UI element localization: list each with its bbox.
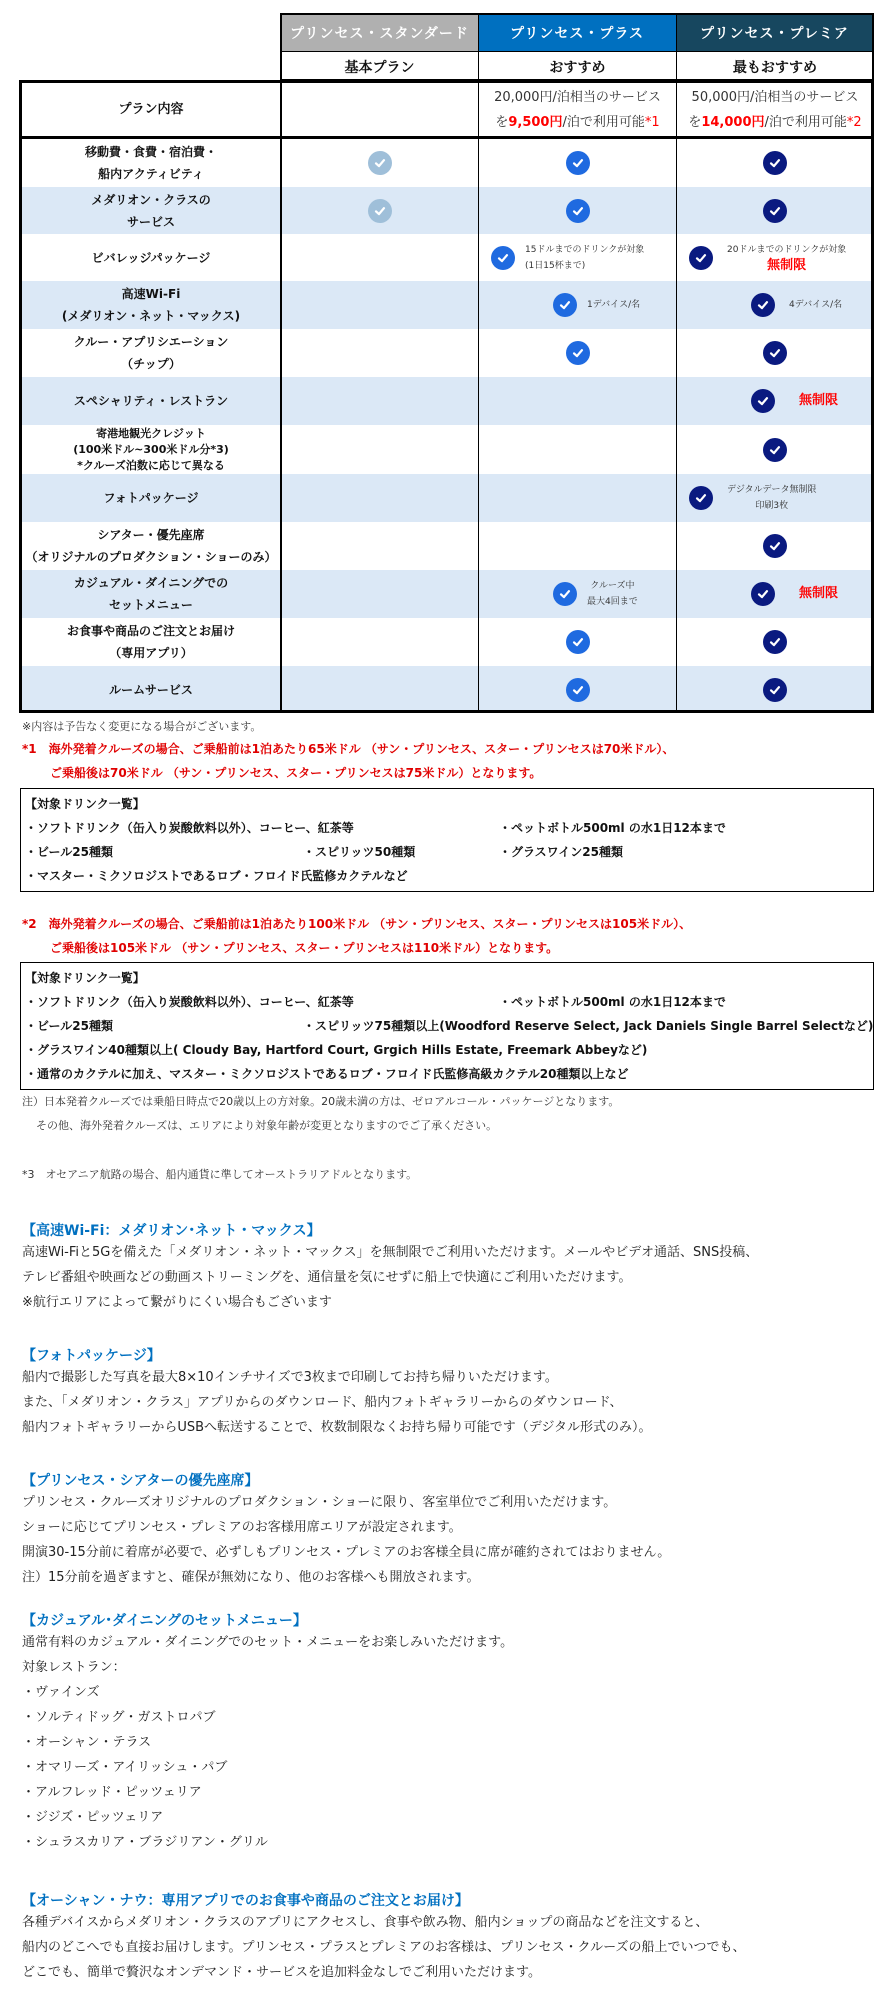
plus-cell: [479, 139, 676, 187]
premier-cell: [677, 139, 873, 187]
age-note-line-2: その他、海外発着クルーズは、エリアにより対象年齢が変更となりますのでご了承ください。: [36, 1119, 498, 1132]
note-1-line-1: *1 海外発着クルーズの場合、ご乗船前は1泊あたり65米ドル （サン・プリンセス、スター・プリンセスは70米ドル）、: [22, 742, 675, 756]
premier-cell: [677, 570, 873, 618]
check-circle-icon: [763, 678, 787, 702]
section-text: ショーに応じてプリンセス・プレミアのお客様用席エリアが設定されます。: [22, 1520, 462, 1535]
row-label: シアター・優先座席 （オリジナルのプロダクション・ショーのみ）: [25, 528, 277, 564]
plus-cell: [479, 618, 676, 666]
header-frame: [280, 13, 874, 81]
section-text: 高速Wi-Fiと5Gを備えた「メダリオン・ネット・マックス」を無制限でご利用いただけます。メールやビデオ通話、SNS投稿、: [22, 1245, 759, 1260]
standard-cell: [282, 187, 478, 234]
row-label: お食事や商品のご注文とお届け （専用アプリ）: [66, 624, 235, 660]
note-1-line-2: ご乗船後は70米ドル （サン・プリンセス、スター・プリンセスは75米ドル）となります。: [50, 766, 542, 780]
row-label: メダリオン・クラスの サービス: [91, 192, 211, 229]
section-text: 船内フォトギャラリーからUSBへ転送することで、枚数制限なくお持ち帰り可能です（デジタル形式のみ）。: [22, 1420, 652, 1435]
column-divider: [478, 14, 479, 713]
premier-cell: 4デバイス/名: [677, 281, 873, 329]
section-text: プリンセス・クルーズオリジナルのプロダクション・ショーに限り、客室単位でご利用いただけます。: [22, 1495, 617, 1510]
drink-list-box-1: 【対象ドリンク一覧】 ・ソフトドリンク（缶入り炭酸飲料以外）、コーヒー、紅茶等 ・ペットボトル500ml の水1日12本まで ・ビール25種類 ・スピリッツ50種類 ・グラスワイン25種類 ・マスター・ミクソロジストであるロブ・フロイド氏監修カクテルなど: [20, 788, 874, 892]
premier-cell: 20ドルまでのドリンクが対象 無制限: [677, 234, 873, 281]
check-circle-icon: [566, 151, 590, 175]
note-2-line-1: *2 海外発着クルーズの場合、ご乗船前は1泊あたり100米ドル （サン・プリンセス、スター・プリンセスは105米ドル）、: [22, 917, 692, 931]
section-text: ・ソルティドッグ・ガストロパブ: [22, 1710, 216, 1725]
plan-subtitle-premier: 最もおすすめ: [676, 51, 873, 81]
row-label: ビバレッジパッケージ: [91, 250, 211, 265]
check-circle-icon: [491, 246, 515, 270]
row-label: 移動費・食費・宿泊費・ 船内アクティビティ: [84, 145, 217, 181]
disclaimer: ※内容は予告なく変更になる場合がございます。: [22, 720, 262, 733]
plan-header-premier: プリンセス・プレミア: [676, 14, 873, 51]
drink-list-box-2: 【対象ドリンク一覧】 ・ソフトドリンク（缶入り炭酸飲料以外）、コーヒー、紅茶等 ・ペットボトル500ml の水1日12本まで ・ビール25種類 ・スピリッツ75種類以上(Woodford Reserve Select, Jack Daniels Single Barrel Selectなど) ・グラスワイン40種類以上( Cloudy Bay, Hartford Court, Grgich Hills Estate, Freemark Abbeyなど) ・通常のカクテルに加え、マスター・ミクソロジストであるロブ・フロイド氏監修高級カクテル20種類以上など: [20, 962, 874, 1090]
plan-content-label: プラン内容: [118, 101, 184, 117]
section-text: また、「メダリオン・クラス」アプリからのダウンロード、船内フォトギャラリーからのダウンロード、: [22, 1395, 623, 1410]
premier-cell: [677, 425, 873, 474]
section-text: 船内で撮影した写真を最大8×10インチサイズで3枚まで印刷してお持ち帰りいただけます。: [22, 1370, 558, 1385]
check-circle-icon: [751, 389, 775, 413]
premier-cell: [677, 618, 873, 666]
check-circle-icon: [763, 341, 787, 365]
section-text: テレビ番組や映画などの動画ストリーミングを、通信量を気にせずに船上で快適にご利用いただけます。: [22, 1270, 632, 1285]
premier-cell: [677, 187, 873, 234]
price-plus: 20,000円/泊相当のサービス を9,500円/泊で利用可能*1: [494, 89, 661, 130]
check-circle-icon: [763, 151, 787, 175]
section-text: ・シュラスカリア・ブラジリアン・グリル: [22, 1835, 268, 1850]
check-circle-icon: [763, 630, 787, 654]
premier-cell: [677, 377, 873, 425]
premier-cell: [677, 329, 873, 377]
plus-cell: [479, 187, 676, 234]
check-circle-icon: [553, 293, 577, 317]
row-label: 高速Wi-Fi (メダリオン・ネット・マックス): [61, 287, 241, 323]
check-circle-icon: [566, 678, 590, 702]
section-text: ・アルフレッド・ピッツェリア: [22, 1785, 202, 1800]
check-circle-icon: [553, 582, 577, 606]
premier-cell: デジタルデータ無制限 印刷3枚: [677, 474, 873, 522]
plus-cell: [479, 329, 676, 377]
premier-cell: [677, 666, 873, 713]
row-label: ルームサービス: [109, 682, 193, 697]
section-text: ※航行エリアによって繋がりにくい場合もございます: [22, 1295, 332, 1310]
section-text: ・ヴァインズ: [22, 1685, 100, 1700]
plan-subtitle-standard: 基本プラン: [281, 51, 478, 81]
premier-cell: [677, 522, 873, 570]
check-circle-icon: [763, 438, 787, 462]
section-title: 【プリンセス・シアターの優先座席】: [22, 1473, 259, 1489]
price-premier: 50,000円/泊相当のサービス を14,000円/泊で利用可能*2: [688, 89, 862, 130]
check-circle-icon: [689, 486, 713, 510]
plan-header-standard: プリンセス・スタンダード: [281, 14, 478, 51]
age-note-line-1: 注）日本発着クルーズでは乗船日時点で20歳以上の方対象。20歳未満の方は、ゼロアルコール・パッケージとなります。: [22, 1095, 620, 1108]
note-3: *3 オセアニア航路の場合、船内通貨に準してオーストラリアドルとなります。: [22, 1168, 418, 1181]
check-circle-icon: [751, 582, 775, 606]
section-text: 注）15分前を過ぎますと、確保が無効になり、他のお客様へも開放されます。: [22, 1570, 480, 1585]
row-label: フォトパッケージ: [103, 491, 199, 505]
plus-cell: [479, 666, 676, 713]
plan-subtitle-plus: おすすめ: [478, 51, 676, 81]
check-circle-icon: [763, 199, 787, 223]
row-divider: [19, 136, 874, 139]
note-2-line-2: ご乗船後は105米ドル （サン・プリンセス、スター・プリンセスは110米ドル）となります。: [50, 941, 559, 955]
column-divider: [280, 80, 282, 713]
plus-cell: 15ドルまでのドリンクが対象 (1日15杯まで): [479, 234, 676, 281]
check-circle-icon: [566, 630, 590, 654]
standard-cell: [282, 139, 478, 187]
unlimited-badge: 無制限: [799, 586, 839, 601]
section-text: ・ジジズ・ピッツェリア: [22, 1810, 164, 1825]
row-label: スペシャリティ・レストラン: [73, 394, 229, 408]
unlimited-badge: 無制限: [799, 393, 839, 408]
row-label: 寄港地観光クレジット (100米ドル~300米ドル分*3) *クルーズ泊数に応じて異なる: [73, 426, 229, 472]
section-text: ・オーシャン・テラス: [22, 1735, 152, 1750]
section-title: 【カジュアル･ダイニングのセットメニュー】: [22, 1613, 307, 1629]
check-circle-icon: [566, 199, 590, 223]
plan-header-plus: プリンセス・プラス: [478, 14, 676, 51]
check-circle-icon: [566, 341, 590, 365]
check-circle-icon: [763, 534, 787, 558]
check-circle-icon: [751, 293, 775, 317]
check-circle-icon: [689, 246, 713, 270]
section-title: 【高速Wi-Fi：メダリオン･ネット・マックス】: [22, 1223, 321, 1239]
section-text: 対象レストラン：: [22, 1660, 126, 1675]
unlimited-badge: 無制限: [767, 257, 807, 273]
section-text: ・オマリーズ・アイリッシュ・パブ: [22, 1760, 228, 1775]
plus-cell: クルーズ中 最大4回まで: [479, 570, 676, 618]
section-text: どこでも、簡単で贅沢なオンデマンド・サービスを追加料金なしでご利用いただけます。: [22, 1965, 541, 1980]
check-circle-icon: [368, 199, 392, 223]
section-text: 通常有料のカジュアル・ダイニングでのセット・メニューをお楽しみいただけます。: [22, 1635, 514, 1650]
section-text: 船内のどこへでも直接お届けします。プリンセス・プラスとプレミアのお客様は、プリンセス・クルーズの船上でいつでも、: [22, 1940, 746, 1955]
row-label: カジュアル・ダイニングでの セットメニュー: [73, 576, 229, 612]
column-divider: [676, 14, 677, 713]
check-circle-icon: [368, 151, 392, 175]
row-label: クルー・アプリシエーション （チップ）: [73, 335, 229, 371]
section-text: 開演30-15分前に着席が必要で、必ずしもプリンセス・プレミアのお客様全員に席が確約されてはおりません。: [22, 1545, 671, 1560]
section-text: 各種デバイスからメダリオン・クラスのアプリにアクセスし、食事や飲み物、船内ショップの商品などを注文すると、: [22, 1915, 709, 1930]
plus-cell: 1デバイス/名: [479, 281, 676, 329]
section-title: 【オーシャン・ナウ：専用アプリでのお食事や商品のご注文とお届け】: [22, 1893, 469, 1909]
section-title: 【フォトパッケージ】: [22, 1348, 161, 1364]
